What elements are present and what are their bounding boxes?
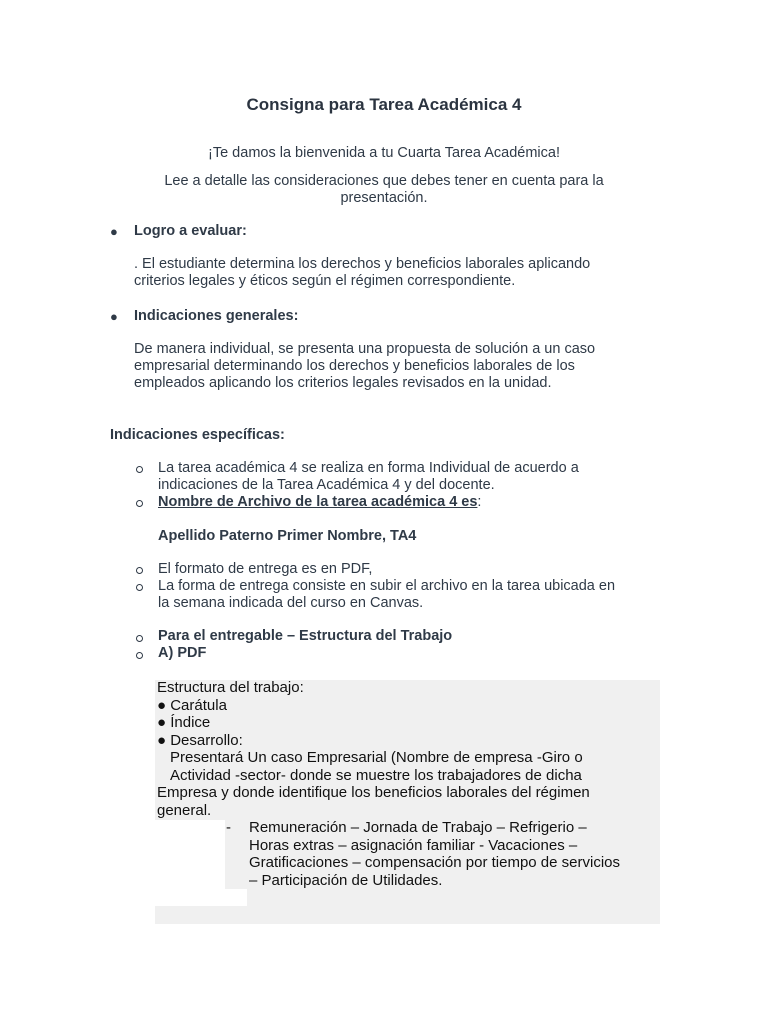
especificas-item6: A) PDF <box>158 645 207 661</box>
box-indent-area <box>155 889 247 906</box>
generales-text-line3: empleados aplicando los criterios legales revisados en la unidad. <box>134 375 552 391</box>
sublist-dash: - <box>226 819 231 836</box>
especificas-item1-line1: La tarea académica 4 se realiza en forma Individual de acuerdo a <box>158 460 579 476</box>
estructura-desc-line2: Actividad -sector- donde se muestre los trabajadores de dicha <box>170 767 582 784</box>
estructura-caratula: ● Carátula <box>157 697 227 714</box>
estructura-indice: ● Índice <box>157 714 211 731</box>
filename-format: Apellido Paterno Primer Nombre, TA4 <box>158 528 417 544</box>
circle-bullet-icon <box>136 567 143 574</box>
especificas-item2 <box>158 494 481 511</box>
welcome-text: ¡Te damos la bienvenida a tu Cuarta Tarea Académica! <box>208 145 560 161</box>
especificas-item3: El formato de entrega es en PDF, <box>158 561 373 577</box>
document-title: Consigna para Tarea Académica 4 <box>246 95 522 114</box>
filename-rule-colon: : <box>477 494 482 510</box>
circle-bullet-icon <box>136 635 143 642</box>
estructura-heading: Estructura del trabajo: <box>157 679 304 696</box>
estructura-desc-line4: general. <box>157 802 212 819</box>
logro-text-line2: criterios legales y éticos según el régimen correspondiente. <box>134 273 516 289</box>
especificas-item4-line1: La forma de entrega consiste en subir el archivo en la tarea ubicada en <box>158 578 616 594</box>
circle-bullet-icon <box>136 652 143 659</box>
estructura-desc-line3: Empresa y donde identifique los beneficios laborales del régimen <box>157 784 590 801</box>
circle-bullet-icon <box>136 500 143 507</box>
sublist-line2: Horas extras – asignación familiar - Vacaciones – <box>249 837 578 854</box>
circle-bullet-icon <box>136 584 143 591</box>
generales-heading: Indicaciones generales: <box>134 308 299 324</box>
especificas-item4-line2: la semana indicada del curso en Canvas. <box>158 595 424 611</box>
estructura-desc-line1: Presentará Un caso Empresarial (Nombre de empresa -Giro o <box>170 749 583 766</box>
especificas-heading: Indicaciones específicas: <box>110 427 285 443</box>
logro-text-line1: . El estudiante determina los derechos y beneficios laborales aplicando <box>134 256 591 272</box>
box-indent-area <box>155 820 225 889</box>
sublist-line3: Gratificaciones – compensación por tiempo de servicios <box>249 854 621 871</box>
circle-bullet-icon <box>136 466 143 473</box>
bullet-dot-icon: ● <box>110 309 118 324</box>
especificas-item1-line2: indicaciones de la Tarea Académica 4 y del docente. <box>158 477 495 493</box>
estructura-desarrollo: ● Desarrollo: <box>157 732 243 749</box>
generales-text-line1: De manera individual, se presenta una propuesta de solución a un caso <box>134 341 596 357</box>
logro-heading: Logro a evaluar: <box>134 223 247 239</box>
sublist-line1: Remuneración – Jornada de Trabajo – Refrigerio – <box>249 819 587 836</box>
sublist-line4: – Participación de Utilidades. <box>249 872 443 889</box>
generales-text-line2: empresarial determinando los derechos y beneficios laborales de los <box>134 358 575 374</box>
intro-text-line2: presentación. <box>340 190 428 206</box>
bullet-dot-icon: ● <box>110 224 118 239</box>
filename-rule-label: Nombre de Archivo de la tarea académica 4 es <box>158 494 478 510</box>
especificas-item5: Para el entregable – Estructura del Trabajo <box>158 628 453 644</box>
intro-text-line1: Lee a detalle las consideraciones que debes tener en cuenta para la <box>164 173 604 189</box>
